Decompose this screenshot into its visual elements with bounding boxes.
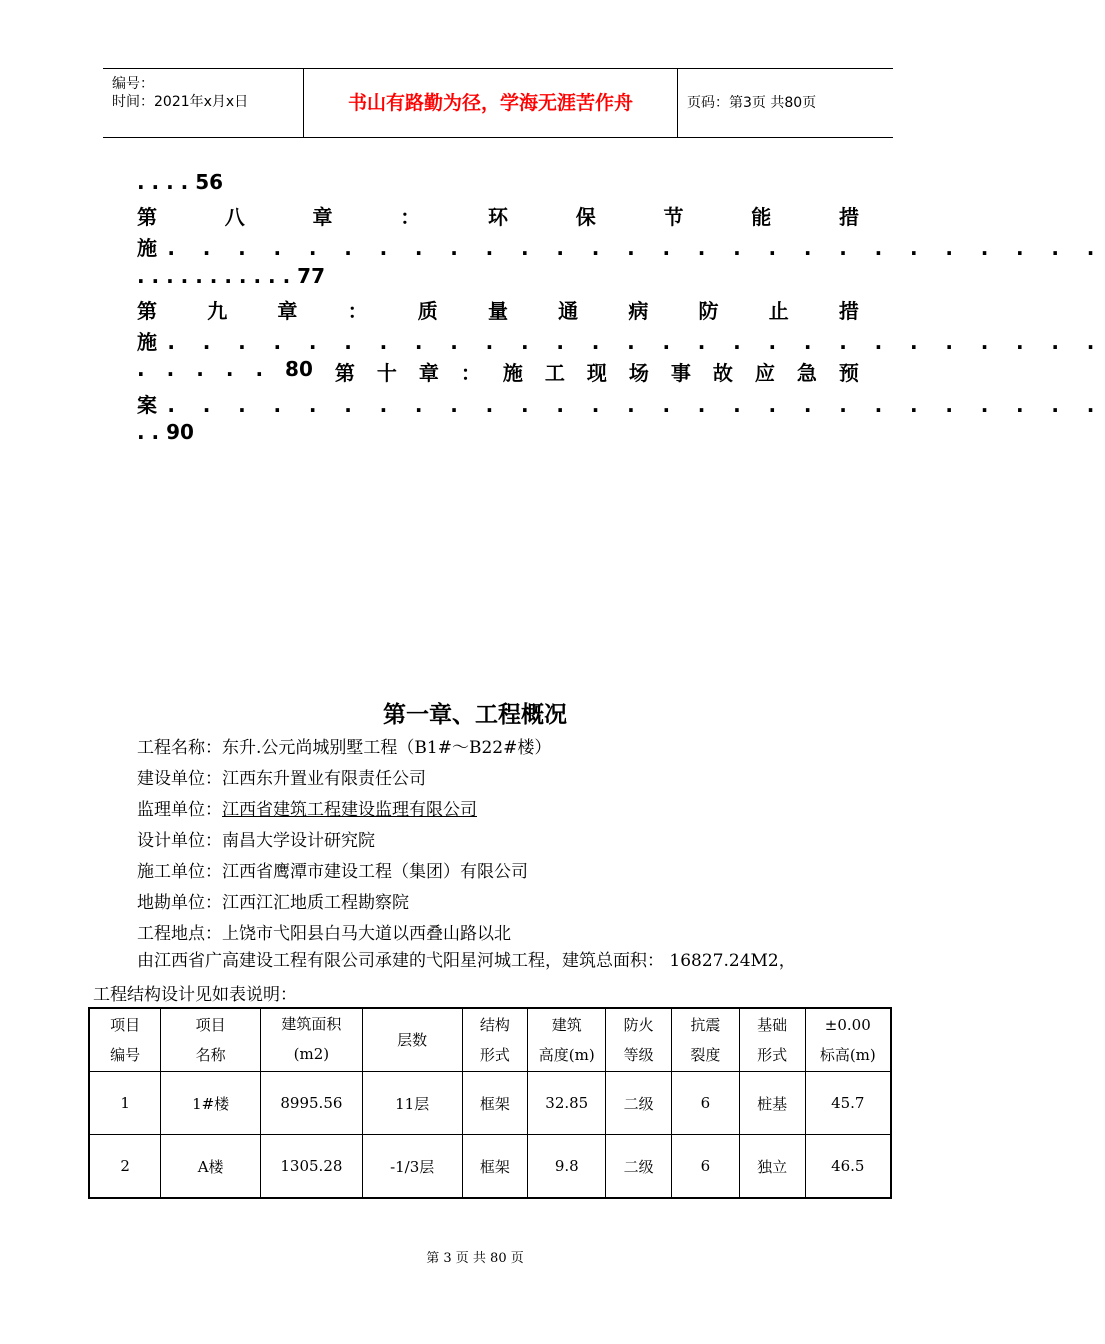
info-survey <box>137 888 409 913</box>
toc-char: 施 <box>502 361 523 385</box>
toc-char: 第 <box>137 205 157 229</box>
table-cell: 二级 <box>606 1135 672 1199</box>
toc-char: . <box>196 357 204 381</box>
table-row <box>89 1072 891 1135</box>
info-value: 南昌大学设计研究院 <box>222 831 375 851</box>
table-intro: 工程结构设计见如表说明： <box>93 985 297 1005</box>
toc-char: 章 <box>418 361 439 385</box>
toc-ch10-page: . . 90 <box>137 420 194 444</box>
time-label: 时间：2021年x月x日 <box>112 94 249 110</box>
table-cell: 6 <box>671 1135 739 1199</box>
toc-char: 第 <box>137 299 157 323</box>
toc-char: 保 <box>575 205 596 229</box>
info-value: 江西省建筑工程建设监理有限公司 <box>222 800 477 820</box>
toc-ch10-title <box>137 357 859 386</box>
toc-char: 急 <box>796 361 817 385</box>
page-footer: 第 3 页 共 80 页 <box>426 1251 524 1266</box>
toc-line-1 <box>137 170 859 194</box>
table-cell: A楼 <box>161 1135 261 1199</box>
toc-char: 质 <box>417 299 438 323</box>
info-label: 监理单位： <box>137 800 222 820</box>
table-header-cell: 抗震 裂度 <box>671 1008 739 1072</box>
table-cell: 2 <box>89 1135 161 1199</box>
toc-char: 预 <box>838 361 859 385</box>
toc-char: 九 <box>207 299 228 323</box>
info-label: 工程地点： <box>137 924 222 944</box>
toc-char: 工 <box>544 361 565 385</box>
toc-char: ： <box>347 299 368 323</box>
toc-char: 能 <box>751 205 772 229</box>
info-label: 地勘单位： <box>137 893 222 913</box>
table-cell: 独立 <box>739 1135 805 1199</box>
table-header-row <box>89 1008 891 1072</box>
table-header-cell: 建筑 高度(m) <box>528 1008 606 1072</box>
toc-char: 防 <box>698 299 719 323</box>
number-label: 编号： <box>112 76 154 92</box>
toc-char: . <box>225 357 234 381</box>
toc-char: 十 <box>376 361 397 385</box>
toc-char: . <box>166 357 175 381</box>
toc-char: ： <box>460 361 481 385</box>
table-header-cell: 结构 形式 <box>462 1008 528 1072</box>
table-header-cell: 防火 等级 <box>606 1008 672 1072</box>
page-info-text: 页码：第3页 共80页 <box>687 95 817 111</box>
chapter-title: 第一章、工程概况 <box>383 701 567 728</box>
table-header-cell: 项目 名称 <box>161 1008 261 1072</box>
table-cell: 32.85 <box>528 1072 606 1135</box>
toc-char: 章 <box>277 299 298 323</box>
table-header-cell: 基础 形式 <box>739 1008 805 1072</box>
info-designer <box>137 826 375 851</box>
toc-char: 第 <box>334 361 355 385</box>
table-cell: 45.7 <box>805 1072 891 1135</box>
toc-ch8-title <box>137 201 859 230</box>
toc-char: 量 <box>487 299 508 323</box>
table-cell: 46.5 <box>805 1135 891 1199</box>
toc-char: 场 <box>628 361 649 385</box>
info-contractor <box>137 857 528 882</box>
summary-paragraph: 由江西省广高建设工程有限公司承建的弋阳星河城工程，建筑总面积： 16827.24M2， <box>137 951 796 971</box>
toc-ch8-page: . . . . . . . . . . . 77 <box>137 264 325 288</box>
info-label: 建设单位： <box>137 769 222 789</box>
table-cell: 9.8 <box>528 1135 606 1199</box>
info-value: 江西江汇地质工程勘察院 <box>222 893 409 913</box>
info-label: 施工单位： <box>137 862 222 882</box>
table-header-cell: 层数 <box>362 1008 462 1072</box>
info-value: 江西东升置业有限责任公司 <box>222 769 426 789</box>
toc-char: 章 <box>312 205 333 229</box>
table-cell: 桩基 <box>739 1072 805 1135</box>
table-cell: 1#楼 <box>161 1072 261 1135</box>
toc-char: 应 <box>754 361 775 385</box>
table-header-cell: 项目 编号 <box>89 1008 161 1072</box>
page-header <box>103 68 893 138</box>
info-client <box>137 764 426 789</box>
table-row <box>89 1135 891 1199</box>
toc-char: 现 <box>586 361 607 385</box>
header-motto: 书山有路勤为径，学海无涯苦作舟 <box>304 69 678 137</box>
table-cell: 1305.28 <box>260 1135 362 1199</box>
toc-char: 80 <box>285 357 313 381</box>
structure-table <box>88 1007 892 1199</box>
toc-ch9-title <box>137 295 859 324</box>
toc-char: 病 <box>628 299 649 323</box>
table-cell: 11层 <box>362 1072 462 1135</box>
table-cell: 二级 <box>606 1072 672 1135</box>
info-location <box>137 919 511 944</box>
toc-ch9-dots: 施. . . . . . . . . . . . . . . . . . . . . . . . . . . <box>137 330 1105 354</box>
toc-page-56: . . . . 56 <box>137 170 224 194</box>
toc-char: 故 <box>712 361 733 385</box>
toc-char: 止 <box>768 299 789 323</box>
info-value: 上饶市弋阳县白马大道以西叠山路以北 <box>222 924 511 944</box>
toc-char: . <box>255 357 264 381</box>
table-cell: -1/3层 <box>362 1135 462 1199</box>
table-header-cell: 建筑面积 (m2) <box>260 1008 362 1072</box>
info-label: 工程名称： <box>137 738 222 758</box>
table-cell: 8995.56 <box>260 1072 362 1135</box>
info-value: 江西省鹰潭市建设工程（集团）有限公司 <box>222 862 528 882</box>
toc-char: 措 <box>838 299 859 323</box>
toc-char: 环 <box>488 205 508 229</box>
toc-char: 八 <box>224 205 245 229</box>
header-left-cell <box>103 69 304 137</box>
toc-char: ： <box>400 205 421 229</box>
info-value: 东升.公元尚城别墅工程（B1#～B22#楼） <box>222 738 552 758</box>
toc-char: 事 <box>670 361 691 385</box>
table-cell: 1 <box>89 1072 161 1135</box>
toc-ch10-dots: 案. . . . . . . . . . . . . . . . . . . . . . . . . . . <box>137 393 1105 417</box>
toc-char: 措 <box>839 205 859 229</box>
table-cell: 6 <box>671 1072 739 1135</box>
toc-char: 通 <box>558 299 579 323</box>
table-cell: 框架 <box>462 1135 528 1199</box>
info-supervisor <box>137 795 477 820</box>
toc-char: 节 <box>663 205 684 229</box>
header-page-info <box>678 69 893 137</box>
table-header-cell: ±0.00 标高(m) <box>805 1008 891 1072</box>
info-project-name <box>137 733 551 758</box>
toc-ch8-dots: 施. . . . . . . . . . . . . . . . . . . . . . . . . . . <box>137 236 1105 260</box>
toc-char: . <box>137 357 145 381</box>
info-label: 设计单位： <box>137 831 222 851</box>
table-cell: 框架 <box>462 1072 528 1135</box>
